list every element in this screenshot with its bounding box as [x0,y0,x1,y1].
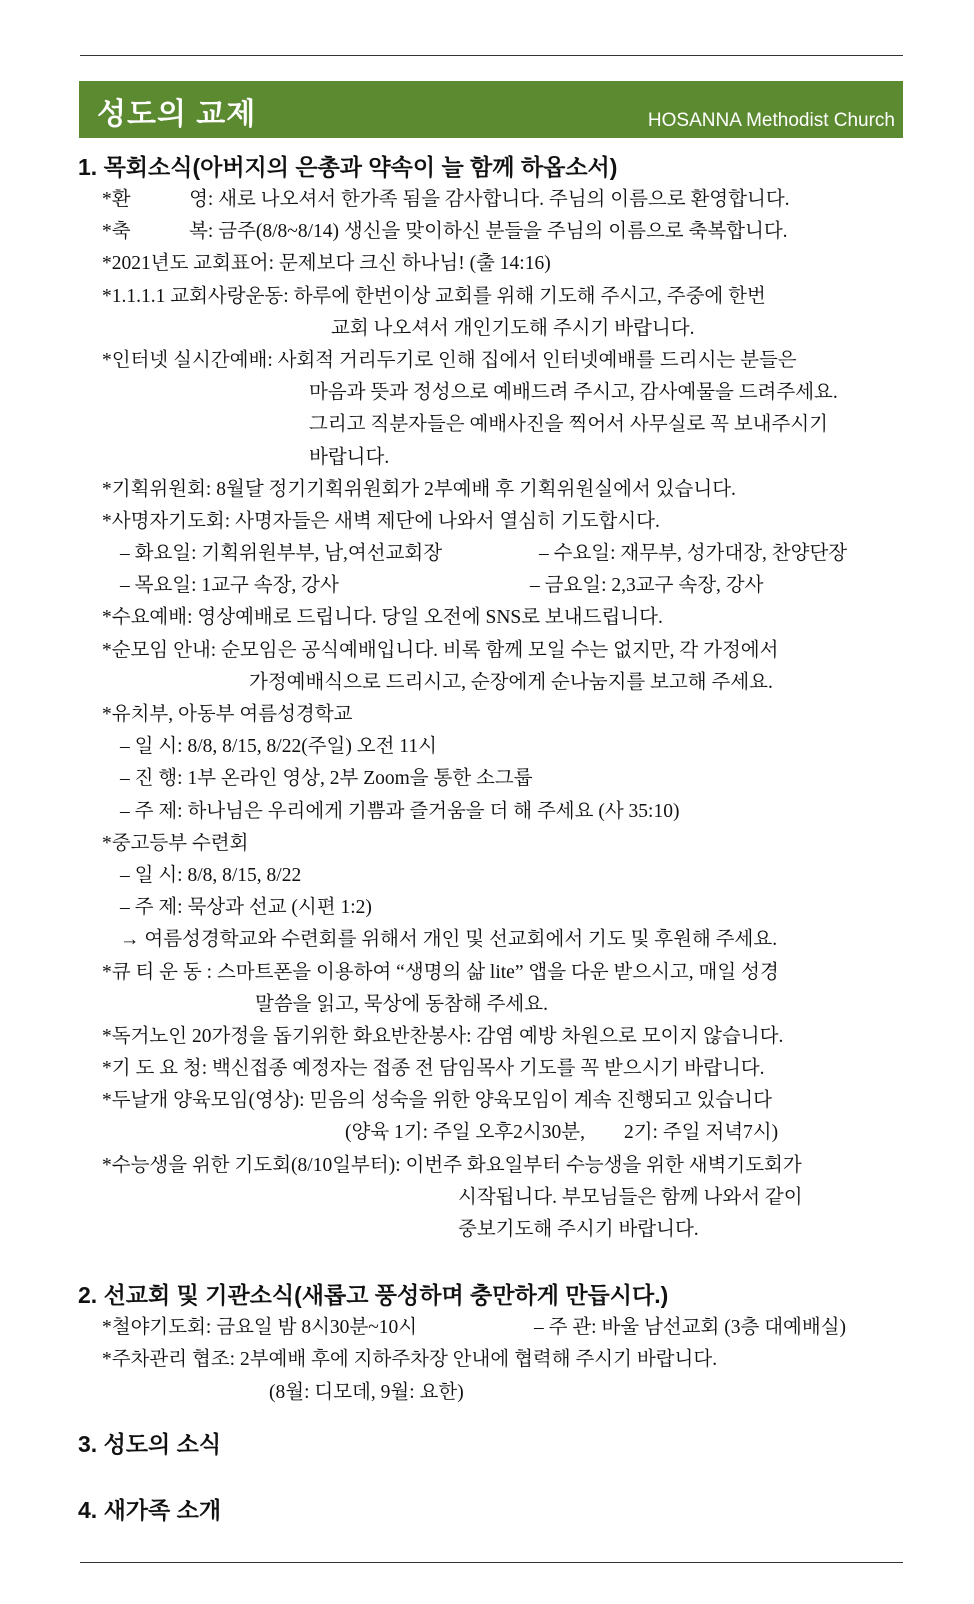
list-item: *환 영: 새로 나오셔서 한가족 됨을 감사합니다. 주님의 이름으로 환영합니다. [102,189,790,210]
list-item-continuation: 말씀을 읽고, 묵상에 동참해 주세요. [255,993,548,1015]
list-item: *중고등부 수련회 [102,832,249,854]
list-item-continuation: 교회 나오셔서 개인기도해 주시기 바랍니다. [331,317,695,339]
bulletin-content [78,150,908,1527]
list-item: *주차관리 협조: 2부예배 후에 지하주차장 안내에 협력해 주시기 바랍니다. [102,1349,718,1371]
page-title: 성도의 교제 [97,98,257,131]
list-item: *축 복: 금주(8/8~8/14) 생신을 맞이하신 분들을 주님의 이름으로 축복합니다. [102,221,788,243]
section-heading-pastoral-news: 1. 목회소식(아버지의 은총과 약속이 늘 함께 하옵소서) [78,154,618,180]
section-heading-missions-news: 2. 선교회 및 기관소식(새롭고 풍성하며 충만하게 만듭시다.) [78,1282,669,1309]
list-item: *철야기도회: 금요일 밤 8시30분~10시 [102,1317,418,1339]
list-item-continuation: 그리고 직분자들은 예배사진을 찍어서 사무실로 꼭 보내주시기 [309,414,829,436]
section-heading-new-family: 4. 새가족 소개 [78,1496,222,1523]
section-heading-member-news: 3. 성도의 소식 [78,1430,222,1457]
bottom-divider [80,1562,903,1563]
schedule-thursday: – 목요일: 1교구 속장, 강사 [120,575,339,597]
list-item: *두날개 양육모임(영상): 믿음의 성숙을 위한 양육모임이 계속 진행되고 있습니다 [102,1090,772,1112]
list-item-row [78,1312,908,1344]
list-item: *순모임 안내: 순모임은 공식예배입니다. 비록 함께 모일 수는 없지만, 각 가정에서 [102,639,779,661]
schedule-row [78,570,908,602]
list-item: *독거노인 20가정을 돕기위한 화요반찬봉사: 감염 예방 차원으로 모이지 않습니다. [102,1025,784,1047]
list-item-continuation: 마음과 뜻과 정성으로 예배드려 주시고, 감사예물을 드려주세요. [309,382,838,404]
schedule-friday: – 금요일: 2,3교구 속장, 강사 [530,575,764,597]
sub-item: – 주 제: 묵상과 선교 (시편 1:2) [120,897,372,919]
list-item: *수능생을 위한 기도회(8/10일부터): 이번주 화요일부터 수능생을 위한 새벽기도회가 [102,1154,802,1176]
note-arrow-item: → 여름성경학교와 수련회를 위해서 개인 및 선교회에서 기도 및 후원해 주세요. [120,929,778,951]
church-name: HOSANNA Methodist Church [647,110,895,131]
list-item: *유치부, 아동부 여름성경학교 [102,704,353,725]
list-item-continuation: 바랍니다. [309,446,390,468]
list-item-continuation: (8월: 디모데, 9월: 요한) [269,1381,464,1403]
section-header-banner [79,81,903,138]
sub-item: – 일 시: 8/8, 8/15, 8/22 [120,864,302,886]
schedule-wednesday: – 수요일: 재무부, 성가대장, 찬양단장 [539,543,848,565]
list-item-host: – 주 관: 바울 남선교회 (3층 대예배실) [534,1317,847,1339]
list-item: *수요예배: 영상예배로 드립니다. 당일 오전에 SNS로 보내드립니다. [102,607,663,629]
top-divider [80,55,903,56]
sub-item: – 일 시: 8/8, 8/15, 8/22(주일) 오전 11시 [120,736,437,758]
schedule-row [78,538,908,570]
list-item-continuation: 가정예배식으로 드리시고, 순장에게 순나눔지를 보고해 주세요. [249,671,773,693]
list-item-continuation: 시작됩니다. 부모님들은 함께 나와서 같이 [458,1186,803,1208]
list-item-continuation: (양육 1기: 주일 오후2시30분, 2기: 주일 저녁7시) [345,1122,779,1144]
sub-item: – 진 행: 1부 온라인 영상, 2부 Zoom을 통한 소그룹 [120,768,533,790]
list-item: *기획위원회: 8월달 정기기획위원회가 2부예배 후 기획위원실에서 있습니다. [102,478,736,500]
schedule-tuesday: – 화요일: 기획위원부부, 남,여선교회장 [120,543,443,565]
list-item: *기 도 요 청: 백신접종 예정자는 접종 전 담임목사 기도를 꼭 받으시기 바랍니다. [102,1058,765,1080]
list-item: *사명자기도회: 사명자들은 새벽 제단에 나와서 열심히 기도합시다. [102,510,660,532]
list-item: *1.1.1.1 교회사랑운동: 하루에 한번이상 교회를 위해 기도해 주시고, 주중에 한번 [102,285,766,307]
sub-item: – 주 제: 하나님은 우리에게 기쁨과 즐거움을 더 해 주세요 (사 35:10) [120,800,680,822]
list-item: *인터넷 실시간예배: 사회적 거리두기로 인해 집에서 인터넷예배를 드리시는 분들은 [102,349,797,371]
list-item-continuation: 중보기도해 주시기 바랍니다. [458,1219,699,1240]
list-item: *큐 티 운 동 : 스마트폰을 이용하여 “생명의 삶 lite” 앱을 다운 받으시고, 매일 성경 [102,961,779,983]
list-item: *2021년도 교회표어: 문제보다 크신 하나님! (출 14:16) [102,253,551,275]
